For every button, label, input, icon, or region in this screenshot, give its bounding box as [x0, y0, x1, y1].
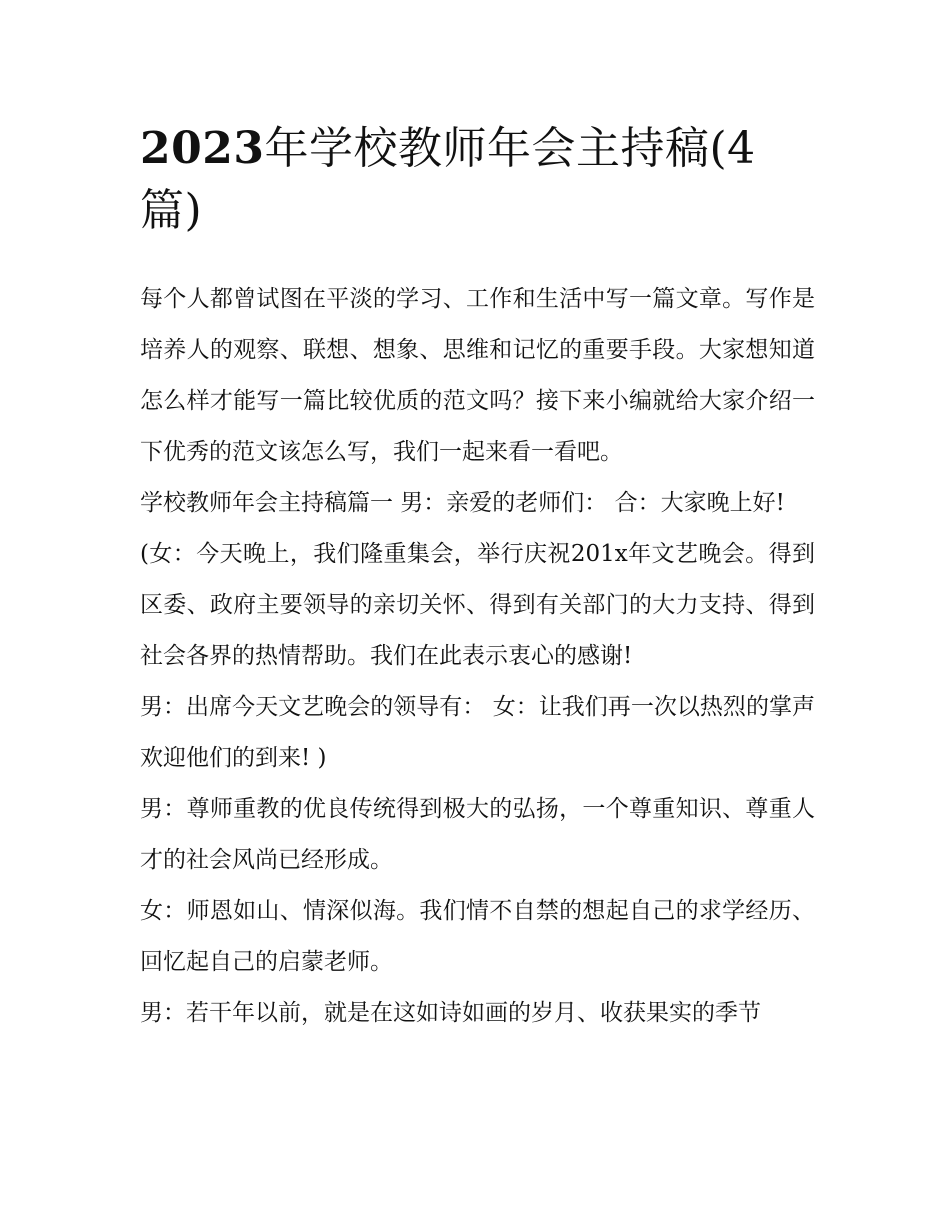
title-year: 2023: [140, 123, 265, 174]
document-title: [140, 118, 815, 242]
paragraph: (女：今天晚上，我们隆重集会，举行庆祝201x年文艺晚会。得到区委、政府主要领导的亲切关怀、得到有关部门的大力支持、得到社会各界的热情帮助。我们在此表示衷心的感谢!: [140, 541, 815, 669]
document-page: [140, 118, 815, 1039]
document-body: [140, 274, 815, 1039]
paragraph: 女：师恩如山、情深似海。我们情不自禁的想起自己的求学经历、回忆起自己的启蒙老师。: [140, 898, 815, 975]
paragraph: 男：尊师重教的优良传统得到极大的弘扬，一个尊重知识、尊重人才的社会风尚已经形成。: [140, 796, 815, 873]
intro-paragraph: 每个人都曾试图在平淡的学习、工作和生活中写一篇文章。写作是培养人的观察、联想、想象、思维和记忆的重要手段。大家想知道怎么样才能写一篇比较优质的范文吗？接下来小编就给大家介绍一下优秀的范文该怎么写，我们一起来看一看吧。: [140, 286, 815, 465]
paragraph: 学校教师年会主持稿篇一 男：亲爱的老师们： 合：大家晚上好!: [140, 490, 785, 516]
paragraph: 男：出席今天文艺晚会的领导有： 女：让我们再一次以热烈的掌声欢迎他们的到来! ): [140, 694, 815, 771]
paragraph: 男：若干年以前，就是在这如诗如画的岁月、收获果实的季节: [140, 1000, 761, 1026]
title-text: 年学校教师年会主持稿(4篇): [140, 123, 756, 236]
